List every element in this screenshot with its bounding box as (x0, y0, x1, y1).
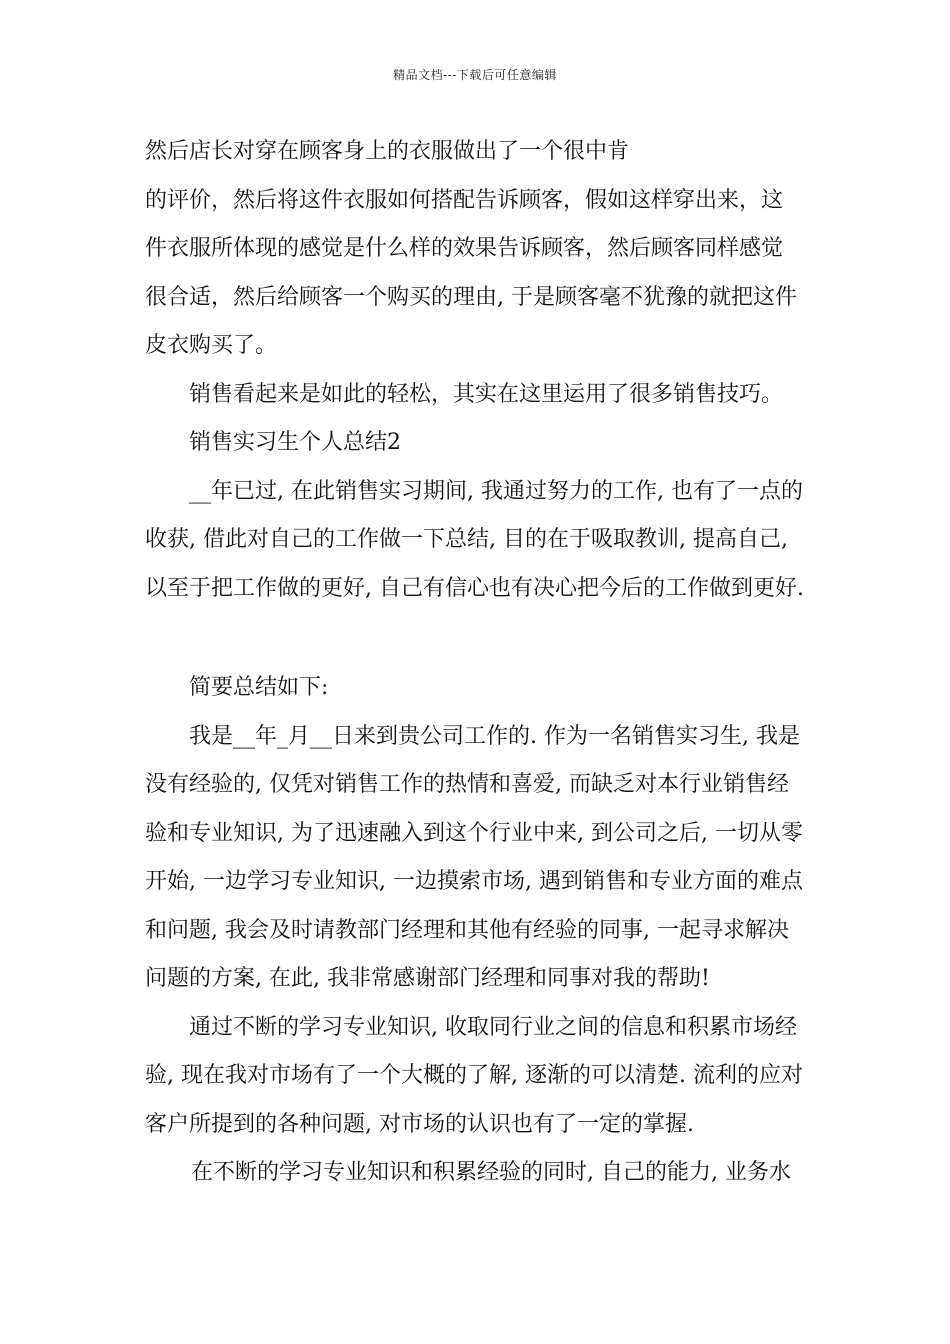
summary-heading: 简要总结如下: (189, 675, 329, 700)
paragraph-gap (145, 613, 815, 664)
text-line: 件衣服所体现的感觉是什么样的效果告诉顾客，然后顾客同样感觉 (145, 236, 784, 261)
text-line: 客户所提到的各种问题, 对市场的认识也有了一定的掌握. (145, 1111, 694, 1137)
text-line: 没有经验的, 仅凭对销售工作的热情和喜爱, 而缺乏对本行业销售经 (145, 772, 789, 797)
paragraph-line: 我是__年_月__日来到贵公司工作的. 作为一名销售实习生, 我是 (189, 723, 800, 749)
text-line: 验, 现在我对市场有了一个大概的了解, 逐渐的可以清楚. 流利的应对 (145, 1063, 803, 1088)
paragraph-line: 通过不断的学习专业知识, 收取同行业之间的信息和积累市场经 (189, 1014, 797, 1040)
text-line: 开始, 一边学习专业知识, 一边摸索市场, 遇到销售和专业方面的难点 (145, 869, 803, 894)
paragraph-line: 销售看起来是如此的轻松，其实在这里运用了很多销售技巧。 (189, 381, 784, 407)
paragraph-line: 在不断的学习专业知识和积累经验的同时, 自己的能力, 业务水 (191, 1160, 791, 1185)
text-line: 收获, 借此对自己的工作做一下总结, 目的在于吸取教训, 提高自己, (145, 527, 788, 552)
text-line: 和问题, 我会及时请教部门经理和其他有经验的同事, 一起寻求解决 (145, 917, 789, 943)
text-line: 然后店长对穿在顾客身上的衣服做出了一个很中肯 (145, 139, 630, 164)
text-line: 问题的方案, 在此, 我非常感谢部门经理和同事对我的帮助! (145, 966, 710, 991)
text-line: 皮衣购买了。 (145, 333, 278, 358)
text-line: 验和专业知识, 为了迅速融入到这个行业中来, 到公司之后, 一切从零 (145, 820, 803, 846)
text-line: 的评价，然后将这件衣服如何搭配告诉顾客，假如这样穿出来，这 (145, 187, 784, 213)
section-heading: 销售实习生个人总结2 (189, 430, 401, 455)
document-body (145, 128, 815, 1198)
paragraph-line: __年已过, 在此销售实习期间, 我通过努力的工作, 也有了一点的 (189, 478, 803, 504)
text-line: 以至于把工作做的更好, 自己有信心也有决心把今后的工作做到更好. (145, 575, 804, 601)
page-header: 精品文档---下载后可任意编辑 (393, 68, 557, 82)
text-line: 很合适，然后给顾客一个购买的理由, 于是顾客毫不犹豫的就把这件 (145, 284, 797, 310)
